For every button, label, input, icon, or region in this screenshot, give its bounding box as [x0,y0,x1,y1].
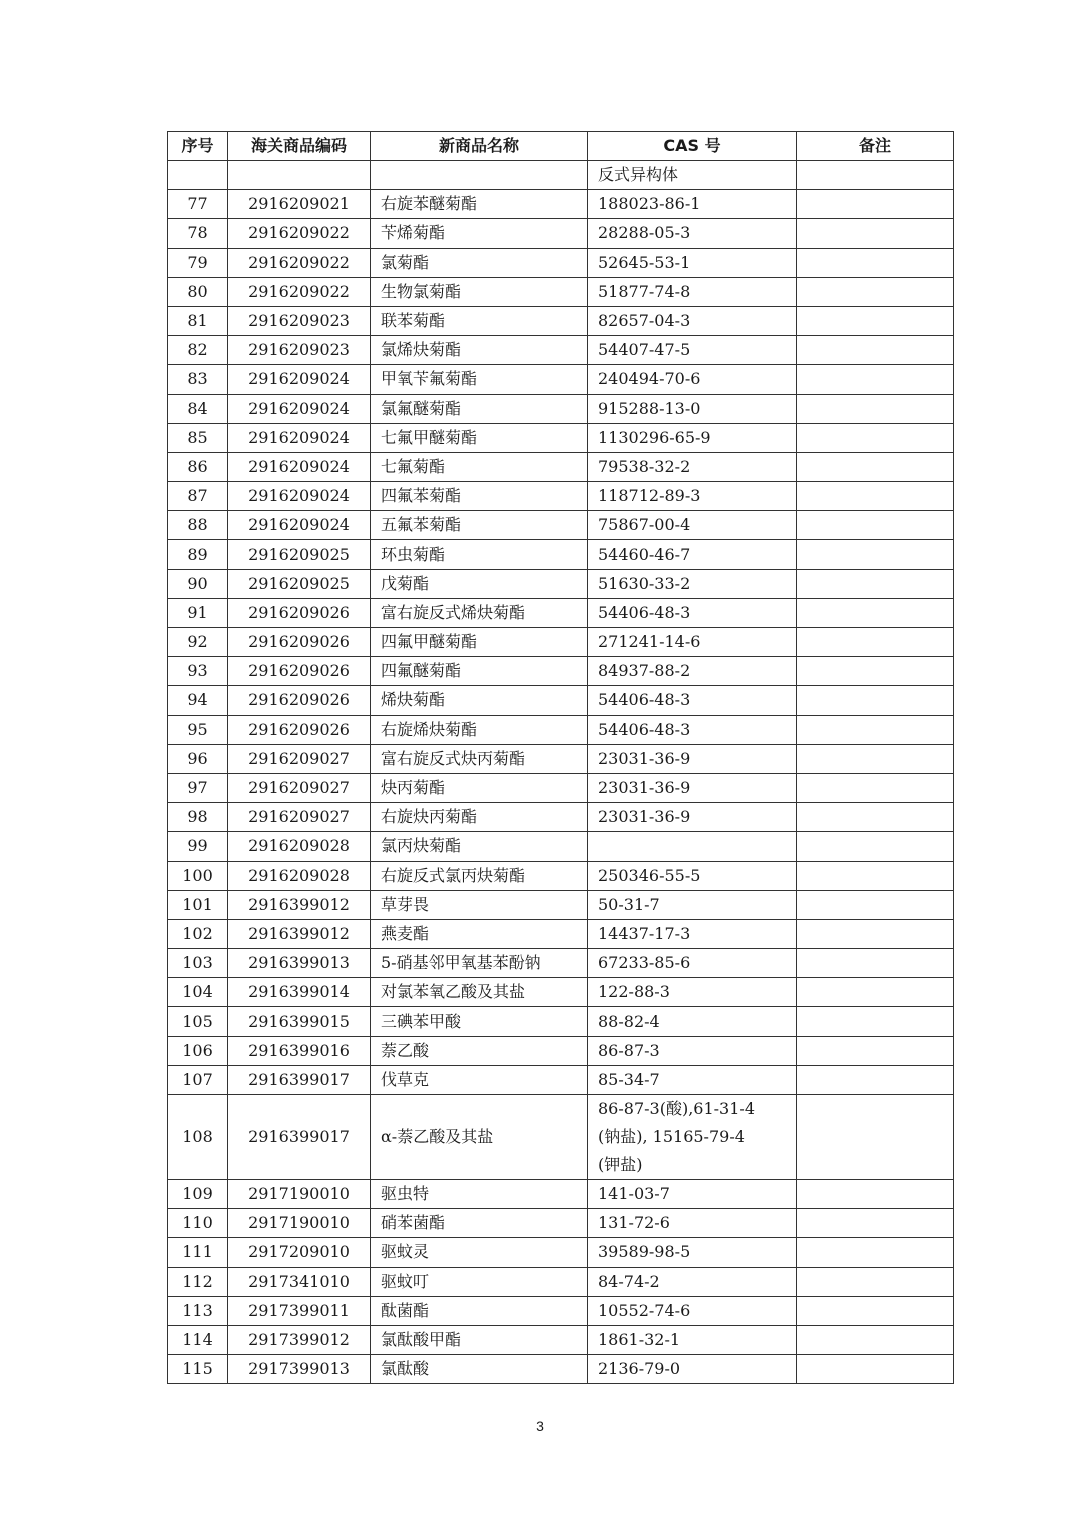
product-name-cell: 四氟醚菊酯 [371,657,588,686]
customs-code-cell: 2916209026 [228,686,371,715]
cas-number-cell: 79538-32-2 [588,452,797,481]
cas-number-cell: 141-03-7 [588,1180,797,1209]
cas-number-cell: 10552-74-6 [588,1296,797,1325]
serial-number-cell: 113 [168,1296,228,1325]
product-name-cell: 氯烯炔菊酯 [371,336,588,365]
product-name-cell: 5-硝基邻甲氧基苯酚钠 [371,949,588,978]
cas-number-cell: 118712-89-3 [588,482,797,511]
cas-number-cell: 54460-46-7 [588,540,797,569]
remarks-cell [797,1296,954,1325]
cas-number-cell: 85-34-7 [588,1065,797,1094]
serial-number-cell: 94 [168,686,228,715]
product-name-cell: 五氟苯菊酯 [371,511,588,540]
remarks-cell [797,219,954,248]
customs-code-cell: 2917399013 [228,1355,371,1384]
header-cas-number: CAS 号 [588,132,797,161]
product-name-cell: 富右旋反式烯炔菊酯 [371,598,588,627]
serial-number-cell: 85 [168,423,228,452]
remarks-cell [797,598,954,627]
product-name-cell: 氯丙炔菊酯 [371,832,588,861]
customs-code-cell: 2916399015 [228,1007,371,1036]
cas-number-cell: 51877-74-8 [588,277,797,306]
product-name-cell: 氯酞酸 [371,1355,588,1384]
product-name-cell: 苄烯菊酯 [371,219,588,248]
table-row [168,336,954,365]
cas-number-cell: 82657-04-3 [588,306,797,335]
table-row [168,598,954,627]
serial-number-cell: 112 [168,1267,228,1296]
remarks-cell [797,540,954,569]
cas-number-cell: 915288-13-0 [588,394,797,423]
serial-number-cell: 104 [168,978,228,1007]
product-name-cell: 草芽畏 [371,890,588,919]
remarks-cell [797,511,954,540]
remarks-cell [797,190,954,219]
customs-code-cell: 2917399011 [228,1296,371,1325]
table-row [168,1036,954,1065]
remarks-cell [797,1355,954,1384]
table-row [168,949,954,978]
serial-number-cell: 111 [168,1238,228,1267]
product-name-cell: 四氟苯菊酯 [371,482,588,511]
remarks-cell [797,336,954,365]
product-name-cell: 甲氧苄氟菊酯 [371,365,588,394]
table-row [168,452,954,481]
serial-number-cell: 98 [168,803,228,832]
serial-number-cell: 108 [168,1095,228,1180]
serial-number-cell: 77 [168,190,228,219]
table-row [168,744,954,773]
table-row [168,978,954,1007]
serial-number-cell: 80 [168,277,228,306]
customs-code-cell: 2916209028 [228,861,371,890]
customs-code-cell: 2916209027 [228,803,371,832]
customs-code-cell: 2916209026 [228,657,371,686]
remarks-cell [797,744,954,773]
product-name-cell: 三碘苯甲酸 [371,1007,588,1036]
cas-number-cell: 54406-48-3 [588,686,797,715]
serial-number-cell: 89 [168,540,228,569]
table-row [168,861,954,890]
customs-code-cell: 2916209024 [228,482,371,511]
cas-number-cell: 240494-70-6 [588,365,797,394]
customs-code-cell: 2916209025 [228,540,371,569]
serial-number-cell: 105 [168,1007,228,1036]
cas-number-cell: 28288-05-3 [588,219,797,248]
customs-code-cell: 2916209024 [228,452,371,481]
serial-number-cell: 99 [168,832,228,861]
serial-number-cell: 86 [168,452,228,481]
product-name-cell: 富右旋反式炔丙菊酯 [371,744,588,773]
remarks-cell [797,773,954,802]
product-name-cell [371,161,588,190]
serial-number-cell: 110 [168,1209,228,1238]
serial-number-cell: 101 [168,890,228,919]
product-name-cell: 氯酞酸甲酯 [371,1325,588,1354]
product-name-cell: 戊菊酯 [371,569,588,598]
serial-number-cell: 79 [168,248,228,277]
product-name-cell: 驱蚊叮 [371,1267,588,1296]
customs-code-cell: 2917190010 [228,1209,371,1238]
pesticide-code-table [167,131,954,1384]
table-row [168,1095,954,1180]
serial-number-cell: 97 [168,773,228,802]
product-name-cell: 驱虫特 [371,1180,588,1209]
header-remarks: 备注 [797,132,954,161]
remarks-cell [797,1267,954,1296]
remarks-cell [797,803,954,832]
header-product-name: 新商品名称 [371,132,588,161]
customs-code-cell: 2916209027 [228,744,371,773]
cas-number-cell [588,832,797,861]
table-row [168,190,954,219]
serial-number-cell: 83 [168,365,228,394]
remarks-cell [797,1007,954,1036]
product-name-cell: α-萘乙酸及其盐 [371,1095,588,1180]
remarks-cell [797,248,954,277]
customs-code-cell: 2916399017 [228,1095,371,1180]
customs-code-cell: 2916399013 [228,949,371,978]
customs-code-cell: 2916399014 [228,978,371,1007]
remarks-cell [797,832,954,861]
table-row [168,657,954,686]
cas-number-cell: 2136-79-0 [588,1355,797,1384]
cas-number-cell: 14437-17-3 [588,919,797,948]
table-row [168,1267,954,1296]
cas-number-cell: 54407-47-5 [588,336,797,365]
product-name-cell: 氯菊酯 [371,248,588,277]
customs-code-cell [228,161,371,190]
cas-number-cell [588,1095,797,1180]
serial-number-cell [168,161,228,190]
cas-number-cell: 271241-14-6 [588,628,797,657]
remarks-cell [797,1095,954,1180]
customs-code-cell: 2916209026 [228,715,371,744]
customs-code-cell: 2916209024 [228,423,371,452]
remarks-cell [797,949,954,978]
product-name-cell: 伐草克 [371,1065,588,1094]
serial-number-cell: 91 [168,598,228,627]
table-row [168,219,954,248]
cas-number-cell: 84937-88-2 [588,657,797,686]
remarks-cell [797,161,954,190]
product-name-cell: 联苯菊酯 [371,306,588,335]
table-row [168,1065,954,1094]
table-row [168,569,954,598]
table-row [168,1209,954,1238]
table-body [168,161,954,1384]
table-row [168,1355,954,1384]
remarks-cell [797,452,954,481]
serial-number-cell: 106 [168,1036,228,1065]
cas-number-cell: 88-82-4 [588,1007,797,1036]
remarks-cell [797,657,954,686]
product-name-cell: 右旋反式氯丙炔菊酯 [371,861,588,890]
table-row [168,248,954,277]
product-name-cell: 燕麦酯 [371,919,588,948]
serial-number-cell: 84 [168,394,228,423]
header-customs-code: 海关商品编码 [228,132,371,161]
customs-code-cell: 2916209025 [228,569,371,598]
table-header-row [168,132,954,161]
serial-number-cell: 95 [168,715,228,744]
serial-number-cell: 100 [168,861,228,890]
table-row [168,1180,954,1209]
cas-number-cell: 52645-53-1 [588,248,797,277]
cas-line: (钠盐), 15165-79-4 [598,1127,745,1146]
cas-line: (钾盐) [598,1155,643,1174]
customs-code-cell: 2916209022 [228,248,371,277]
serial-number-cell: 88 [168,511,228,540]
remarks-cell [797,1065,954,1094]
table-row [168,1238,954,1267]
customs-code-cell: 2916209023 [228,306,371,335]
serial-number-cell: 81 [168,306,228,335]
table-row [168,423,954,452]
cas-number-cell: 188023-86-1 [588,190,797,219]
product-name-cell: 驱蚊灵 [371,1238,588,1267]
customs-code-cell: 2916399012 [228,890,371,919]
table-row [168,482,954,511]
remarks-cell [797,1209,954,1238]
serial-number-cell: 107 [168,1065,228,1094]
product-name-cell: 烯炔菊酯 [371,686,588,715]
customs-code-cell: 2917341010 [228,1267,371,1296]
remarks-cell [797,394,954,423]
remarks-cell [797,1036,954,1065]
customs-code-cell: 2916209024 [228,511,371,540]
customs-code-cell: 2916209022 [228,277,371,306]
product-name-cell: 右旋炔丙菊酯 [371,803,588,832]
customs-code-cell: 2916209021 [228,190,371,219]
cas-number-cell: 51630-33-2 [588,569,797,598]
product-name-cell: 七氟菊酯 [371,452,588,481]
cas-number-cell: 54406-48-3 [588,715,797,744]
remarks-cell [797,715,954,744]
table-row [168,919,954,948]
serial-number-cell: 82 [168,336,228,365]
remarks-cell [797,1238,954,1267]
remarks-cell [797,686,954,715]
serial-number-cell: 102 [168,919,228,948]
table-row [168,686,954,715]
cas-number-cell: 23031-36-9 [588,803,797,832]
product-name-cell: 酞菌酯 [371,1296,588,1325]
table-row [168,773,954,802]
cas-number-cell: 23031-36-9 [588,744,797,773]
serial-number-cell: 114 [168,1325,228,1354]
table-row [168,803,954,832]
product-name-cell: 环虫菊酯 [371,540,588,569]
cas-number-cell: 1130296-65-9 [588,423,797,452]
product-name-cell: 萘乙酸 [371,1036,588,1065]
product-name-cell: 硝苯菌酯 [371,1209,588,1238]
table-row [168,277,954,306]
customs-code-cell: 2916209028 [228,832,371,861]
product-name-cell: 生物氯菊酯 [371,277,588,306]
cas-number-cell: 67233-85-6 [588,949,797,978]
serial-number-cell: 93 [168,657,228,686]
table-row [168,306,954,335]
product-name-cell: 四氟甲醚菊酯 [371,628,588,657]
table-row [168,394,954,423]
table-row [168,1296,954,1325]
product-name-cell: 炔丙菊酯 [371,773,588,802]
serial-number-cell: 90 [168,569,228,598]
cas-number-cell: 131-72-6 [588,1209,797,1238]
cas-number-cell: 反式异构体 [588,161,797,190]
serial-number-cell: 87 [168,482,228,511]
table-row [168,832,954,861]
table-row [168,1007,954,1036]
product-name-cell: 七氟甲醚菊酯 [371,423,588,452]
cas-number-cell: 39589-98-5 [588,1238,797,1267]
customs-code-cell: 2916209024 [228,365,371,394]
cas-line: 86-87-3(酸),61-31-4 [598,1099,755,1118]
remarks-cell [797,569,954,598]
product-name-cell: 右旋苯醚菊酯 [371,190,588,219]
product-name-cell: 氯氟醚菊酯 [371,394,588,423]
cas-number-cell: 1861-32-1 [588,1325,797,1354]
customs-code-cell: 2916209022 [228,219,371,248]
product-name-cell: 对氯苯氧乙酸及其盐 [371,978,588,1007]
cas-number-cell: 54406-48-3 [588,598,797,627]
customs-code-cell: 2916399017 [228,1065,371,1094]
customs-code-cell: 2916209026 [228,598,371,627]
remarks-cell [797,919,954,948]
table-row [168,890,954,919]
table-row [168,365,954,394]
cas-number-cell: 23031-36-9 [588,773,797,802]
remarks-cell [797,978,954,1007]
customs-code-cell: 2916209023 [228,336,371,365]
serial-number-cell: 92 [168,628,228,657]
remarks-cell [797,890,954,919]
table-row [168,628,954,657]
serial-number-cell: 109 [168,1180,228,1209]
remarks-cell [797,423,954,452]
remarks-cell [797,482,954,511]
remarks-cell [797,861,954,890]
remarks-cell [797,1180,954,1209]
remarks-cell [797,365,954,394]
remarks-cell [797,306,954,335]
customs-code-cell: 2916209027 [228,773,371,802]
cas-number-cell: 75867-00-4 [588,511,797,540]
cas-number-cell: 50-31-7 [588,890,797,919]
customs-code-cell: 2916209026 [228,628,371,657]
customs-code-cell: 2917209010 [228,1238,371,1267]
remarks-cell [797,277,954,306]
serial-number-cell: 103 [168,949,228,978]
remarks-cell [797,1325,954,1354]
table-row [168,540,954,569]
serial-number-cell: 96 [168,744,228,773]
header-serial-number: 序号 [168,132,228,161]
table-row [168,511,954,540]
cas-number-cell: 84-74-2 [588,1267,797,1296]
serial-number-cell: 115 [168,1355,228,1384]
serial-number-cell: 78 [168,219,228,248]
table-row [168,1325,954,1354]
customs-code-cell: 2916399016 [228,1036,371,1065]
table-row [168,161,954,190]
cas-number-cell: 86-87-3 [588,1036,797,1065]
table-row [168,715,954,744]
customs-code-cell: 2917190010 [228,1180,371,1209]
page-number: 3 [536,1418,544,1434]
customs-code-cell: 2917399012 [228,1325,371,1354]
customs-code-cell: 2916399012 [228,919,371,948]
customs-code-cell: 2916209024 [228,394,371,423]
remarks-cell [797,628,954,657]
cas-number-cell: 122-88-3 [588,978,797,1007]
cas-number-cell: 250346-55-5 [588,861,797,890]
product-name-cell: 右旋烯炔菊酯 [371,715,588,744]
